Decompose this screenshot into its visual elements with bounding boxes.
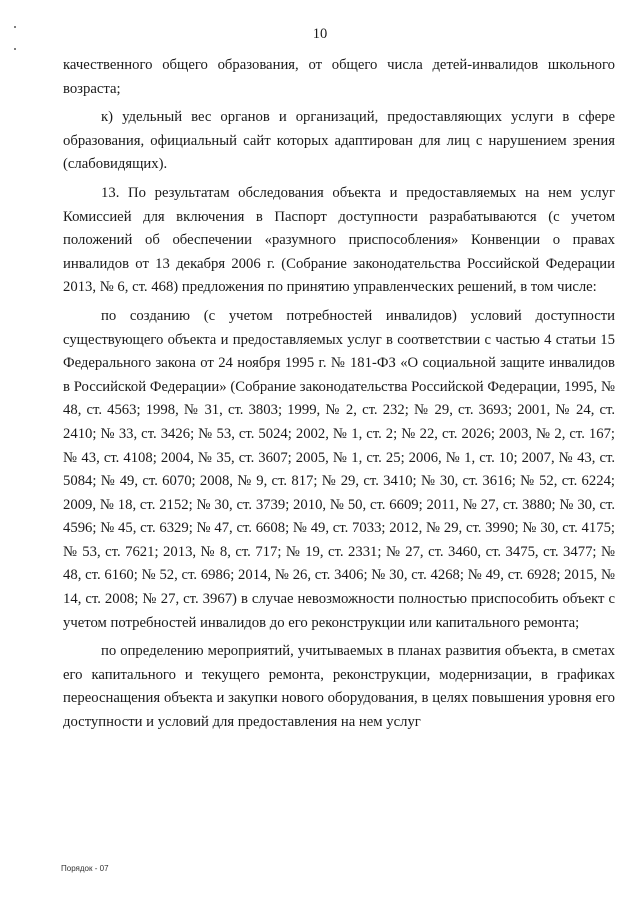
page-number: 10: [312, 26, 328, 42]
paragraph-item-k: к) удельный вес органов и организаций, предоставляющих услуги в сфере образования, официальный сайт которых адаптирован для лиц с нарушением зрения (слабовидящих).: [63, 109, 615, 173]
paragraph-measures: по определению мероприятий, учитываемых в планах развития объекта, в сметах его капитального и текущего ремонта, реконструкции, модернизации, в графиках переоснащения объекта и закупки нового оборудования, в целях повышения уровня его доступности и условий для предоставления на нем услуг: [63, 643, 615, 731]
margin-mark: [14, 48, 16, 50]
paragraph-13: 13. По результатам обследования объекта и предоставляемых на нем услуг Комиссией для включения в Паспорт доступности разрабатываются (с учетом положений об обеспечении «разумного приспособления» Конвенции о правах инвалидов от 13 декабря 2006 г. (Собрание законодательства Российской Федерации 2013, № 6, ст. 468) предложения по принятию управленческих решений, в том числе:: [63, 184, 615, 296]
footer-label: Порядок - 07: [61, 864, 109, 873]
document-body: [63, 54, 615, 740]
margin-mark: [14, 26, 16, 28]
paragraph-accessibility-conditions: по созданию (с учетом потребностей инвалидов) условий доступности существующего объекта и предоставляемых услуг в соответствии с частью 4 статьи 15 Федерального закона от 24 ноября 1995 г. № 181-ФЗ «О социальной защите инвалидов в Российской Федерации» (Собрание законодательства Российской Федерации, 1995, № 48, ст. 4563; 1998, № 31, ст. 3803; 1999, № 2, ст. 232; № 29, ст. 3693; 2001, № 24, ст. 2410; № 33, ст. 3426; № 53, ст. 5024; 2002, № 1, ст. 2; № 22, ст. 2026; 2003, № 2, ст. 167; № 43, ст. 4108; 2004, № 35, ст. 3607; 2005, № 1, ст. 25; 2006, № 1, ст. 10; 2007, № 43, ст. 5084; № 49, ст. 6070; 2008, № 9, ст. 817; № 29, ст. 3410; № 30, ст. 3616; № 52, ст. 6224; 2009, № 18, ст. 2152; № 30, ст. 3739; 2010, № 50, ст. 6609; 2011, № 27, ст. 3880; № 30, ст. 4596; № 45, ст. 6329; № 47, ст. 6608; № 49, ст. 7033; 2012, № 29, ст. 3990; № 30, ст. 4175; № 53, ст. 7621; 2013, № 8, ст. 717; № 19, ст. 2331; № 27, ст. 3460, ст. 3475, ст. 3477; № 48, ст. 6160; № 52, ст. 6986; 2014, № 26, ст. 3406; № 30, ст. 4268; № 49, ст. 6928; 2015, № 14, ст. 2008; № 27, ст. 3967) в случае невозможности полностью приспособить объект с учетом потребностей инвалидов до его реконструкции или капитального ремонта;: [63, 307, 615, 631]
paragraph-continuation: качественного общего образования, от общего числа детей-инвалидов школьного возраста;: [63, 57, 615, 97]
